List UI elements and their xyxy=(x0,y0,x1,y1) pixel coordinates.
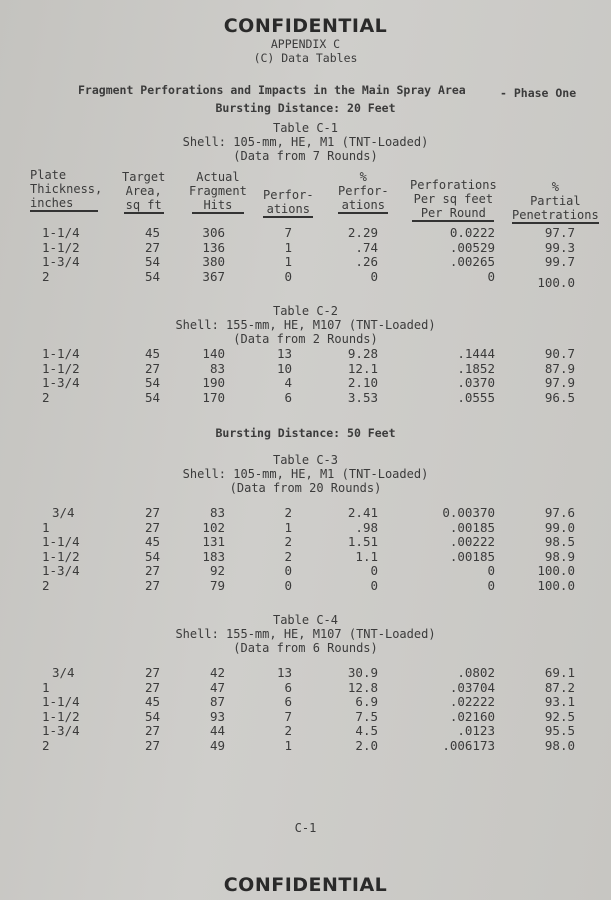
table-cell: 1-3/4 xyxy=(42,563,80,578)
table-cell: 79 xyxy=(209,577,225,593)
table-row xyxy=(0,564,611,578)
table-note: (Data from 6 Rounds) xyxy=(233,641,378,655)
table-cell: 54 xyxy=(144,708,160,724)
table-cell: 1-1/2 xyxy=(42,548,80,564)
table-cell: .98 xyxy=(355,519,378,535)
table-cell: .74 xyxy=(355,239,378,255)
table-cell: 190 xyxy=(202,375,225,390)
table-cell: 27 xyxy=(144,665,160,680)
table-cell: 54 xyxy=(144,548,160,564)
table-row xyxy=(0,391,611,405)
table-cell: 99.7 xyxy=(544,254,575,269)
table-cell: 0 xyxy=(487,563,495,578)
table-cell: .1852 xyxy=(457,360,495,376)
table-cell: 93 xyxy=(209,708,225,724)
column-header xyxy=(512,180,599,224)
table-cell: 100.0 xyxy=(537,577,575,593)
table-cell: 0 xyxy=(370,577,378,593)
column-header-line: % xyxy=(359,170,367,184)
table-cell: 1.1 xyxy=(355,548,378,564)
table-cell: 1-1/2 xyxy=(42,708,80,724)
bursting-distance-20: Bursting Distance: 20 Feet xyxy=(215,101,396,115)
table-cell: 87.9 xyxy=(544,360,575,376)
table-cell: 99.0 xyxy=(544,519,575,535)
table-cell: 2 xyxy=(42,389,50,405)
column-header-line: Perfor- xyxy=(263,188,314,202)
table-row xyxy=(0,255,611,269)
table-cell: 45 xyxy=(144,346,160,361)
table-cell: .0555 xyxy=(457,389,495,405)
table-cell: 87.2 xyxy=(544,679,575,695)
table-cell: 27 xyxy=(144,723,160,738)
table-cell: 4.5 xyxy=(355,723,378,738)
table-note: (Data from 2 Rounds) xyxy=(233,332,378,346)
table-cell: 93.1 xyxy=(544,694,575,709)
table-cell: 97.7 xyxy=(544,225,575,240)
table-cell: 0 xyxy=(284,577,292,593)
table-shell: Shell: 105-mm, HE, M1 (TNT-Loaded) xyxy=(182,135,429,149)
table-cell: 0 xyxy=(370,563,378,578)
table-cell: 27 xyxy=(144,360,160,376)
table-cell: 2 xyxy=(284,723,292,738)
table-cell: 44 xyxy=(209,723,225,738)
table-shell: Shell: 155-mm, HE, M107 (TNT-Loaded) xyxy=(175,627,436,641)
column-header-line: Perforations xyxy=(410,178,497,192)
table-cell: 27 xyxy=(144,577,160,593)
table-cell: 3/4 xyxy=(52,665,75,680)
column-header-line: Thickness, xyxy=(30,182,103,196)
table-cell: 4 xyxy=(284,375,292,390)
table-cell: 2.0 xyxy=(355,737,378,753)
section-label: (C) Data Tables xyxy=(253,51,358,65)
table-cell: 97.9 xyxy=(544,375,575,390)
table-cell: .00265 xyxy=(449,254,495,269)
classification-top: CONFIDENTIAL xyxy=(223,15,388,37)
table-cell: 380 xyxy=(202,254,225,269)
table-cell: 6 xyxy=(284,679,292,695)
table-cell: .00529 xyxy=(449,239,495,255)
table-cell: 1-3/4 xyxy=(42,375,80,390)
table-row xyxy=(0,666,611,680)
table-cell: 96.5 xyxy=(544,389,575,405)
table-cell: 27 xyxy=(144,737,160,753)
table-title: Table C-1 xyxy=(272,121,339,135)
table-cell: 1.51 xyxy=(347,534,378,549)
table-row xyxy=(0,268,611,290)
table-cell: 2 xyxy=(42,577,50,593)
table-cell: .00185 xyxy=(449,548,495,564)
table-cell: 6 xyxy=(284,694,292,709)
column-header-line: % xyxy=(551,180,559,194)
table-cell: 54 xyxy=(144,268,160,284)
table-cell: 1-3/4 xyxy=(42,723,80,738)
table-cell: 54 xyxy=(144,375,160,390)
table-cell: 102 xyxy=(202,519,225,535)
table-cell: .006173 xyxy=(442,737,495,753)
table-cell: 10 xyxy=(276,360,292,376)
table-cell: 54 xyxy=(144,389,160,405)
table-cell: 69.1 xyxy=(544,665,575,680)
column-header-line: Penetrations xyxy=(512,208,599,222)
column-header-line: Partial xyxy=(530,194,581,208)
table-row xyxy=(0,362,611,376)
table-cell: 1 xyxy=(42,679,50,695)
table-cell: 1 xyxy=(284,254,292,269)
table-cell: 49 xyxy=(209,737,225,753)
table-cell: 7.5 xyxy=(355,708,378,724)
table-row xyxy=(0,550,611,564)
table-cell: 1 xyxy=(284,737,292,753)
table-cell: 45 xyxy=(144,534,160,549)
table-cell: .0370 xyxy=(457,375,495,390)
document-title: Fragment Perforations and Impacts in the Main Spray Area xyxy=(78,83,466,97)
table-cell: 6 xyxy=(284,389,292,405)
table-cell: 1-1/2 xyxy=(42,360,80,376)
table-cell: 2 xyxy=(42,268,50,284)
column-header-line: inches xyxy=(30,196,98,212)
table-cell: .03704 xyxy=(449,679,495,695)
table-row xyxy=(0,521,611,535)
column-header-line: Hits xyxy=(192,198,244,214)
table-cell: 7 xyxy=(284,708,292,724)
column-header-line: ations xyxy=(338,198,388,214)
table-cell: 2.41 xyxy=(347,505,378,520)
table-cell: 170 xyxy=(202,389,225,405)
table-cell: 95.5 xyxy=(544,723,575,738)
column-header-line: sq ft xyxy=(125,198,162,212)
phase-label: - Phase One xyxy=(500,86,577,100)
table-cell: 83 xyxy=(209,505,225,520)
table-cell: 2 xyxy=(284,505,292,520)
table-cell: 27 xyxy=(144,519,160,535)
table-cell: 0.0222 xyxy=(449,225,495,240)
table-cell: 45 xyxy=(144,694,160,709)
table-cell: 27 xyxy=(144,239,160,255)
column-header-line: Perfor- xyxy=(338,184,389,198)
table-cell: 2.10 xyxy=(347,375,378,390)
table-cell: 97.6 xyxy=(544,505,575,520)
table-cell: .00222 xyxy=(449,534,495,549)
table-row xyxy=(0,710,611,724)
column-header-line: ations xyxy=(263,202,313,218)
table-row xyxy=(0,226,611,240)
table-cell: .0802 xyxy=(457,665,495,680)
table-cell: 1 xyxy=(42,519,50,535)
table-row xyxy=(0,681,611,695)
table-cell: 98.9 xyxy=(544,548,575,564)
table-row xyxy=(0,739,611,753)
appendix-label: APPENDIX C xyxy=(270,37,341,51)
table-cell: 1-1/4 xyxy=(42,225,80,240)
table-cell: 1-1/4 xyxy=(42,346,80,361)
table-title: Table C-3 xyxy=(272,453,339,467)
table-title: Table C-4 xyxy=(272,613,339,627)
table-cell: 54 xyxy=(144,254,160,269)
table-row xyxy=(0,579,611,593)
table-note: (Data from 20 Rounds) xyxy=(229,481,382,495)
table-cell: 2 xyxy=(284,548,292,564)
table-cell: .0123 xyxy=(457,723,495,738)
column-header-line: Area, xyxy=(125,184,162,198)
table-cell: 306 xyxy=(202,225,225,240)
column-header-line: Actual xyxy=(196,170,240,184)
table-cell: 42 xyxy=(209,665,225,680)
table-cell: 30.9 xyxy=(347,665,378,680)
table-cell: 13 xyxy=(276,665,292,680)
column-header-line: Per sq feet xyxy=(413,192,494,206)
table-cell: 100.0 xyxy=(537,563,575,578)
table-cell: 98.5 xyxy=(544,534,575,549)
table-cell: 47 xyxy=(209,679,225,695)
table-cell: 27 xyxy=(144,679,160,695)
classification-bottom: CONFIDENTIAL xyxy=(223,874,388,896)
table-shell: Shell: 155-mm, HE, M107 (TNT-Loaded) xyxy=(175,318,436,332)
table-cell: 0 xyxy=(487,577,495,593)
table-cell: 90.7 xyxy=(544,346,575,361)
table-title: Table C-2 xyxy=(272,304,339,318)
table-cell: 100.0 xyxy=(537,274,575,290)
column-header xyxy=(410,178,497,222)
table-cell: 83 xyxy=(209,360,225,376)
table-cell: 12.8 xyxy=(347,679,378,695)
table-cell: .00185 xyxy=(449,519,495,535)
table-cell: 45 xyxy=(144,225,160,240)
table-cell: 6.9 xyxy=(355,694,378,709)
table-cell: 92.5 xyxy=(544,708,575,724)
table-row xyxy=(0,376,611,390)
column-header xyxy=(189,170,247,214)
table-cell: 13 xyxy=(276,346,292,361)
table-cell: 27 xyxy=(144,563,160,578)
column-header xyxy=(338,170,389,214)
table-note: (Data from 7 Rounds) xyxy=(233,149,378,163)
table-cell: 1-1/4 xyxy=(42,534,80,549)
column-header xyxy=(122,170,165,214)
table-cell: .02222 xyxy=(449,694,495,709)
table-cell: 131 xyxy=(202,534,225,549)
table-cell: .1444 xyxy=(457,346,495,361)
table-cell: 1-3/4 xyxy=(42,254,80,269)
table-cell: 0 xyxy=(370,268,378,284)
table-cell: 0 xyxy=(284,563,292,578)
column-header-line: Fragment xyxy=(189,184,247,198)
bursting-distance-50: Bursting Distance: 50 Feet xyxy=(215,426,396,440)
table-cell: 9.28 xyxy=(347,346,378,361)
table-row xyxy=(0,241,611,255)
table-cell: 3.53 xyxy=(347,389,378,405)
table-cell: 12.1 xyxy=(347,360,378,376)
table-cell: 27 xyxy=(144,505,160,520)
page-number: C-1 xyxy=(294,821,317,835)
table-row xyxy=(0,347,611,361)
table-cell: 2 xyxy=(42,737,50,753)
table-cell: 0.00370 xyxy=(442,505,495,520)
table-cell: 98.0 xyxy=(544,737,575,753)
column-header-line: Target xyxy=(122,170,166,184)
column-header-line: Plate xyxy=(30,168,67,182)
table-cell: 2.29 xyxy=(347,225,378,240)
table-cell: 87 xyxy=(209,694,225,709)
table-cell: 1 xyxy=(284,239,292,255)
column-header-line: Per Round xyxy=(412,206,494,222)
table-row xyxy=(0,695,611,709)
table-cell: 7 xyxy=(284,225,292,240)
table-cell: 0 xyxy=(487,268,495,284)
table-cell: 136 xyxy=(202,239,225,255)
table-cell: 140 xyxy=(202,346,225,361)
column-header xyxy=(263,188,314,218)
table-cell: 92 xyxy=(209,563,225,578)
table-cell: 99.3 xyxy=(544,239,575,255)
table-row xyxy=(0,724,611,738)
table-cell: 367 xyxy=(202,268,225,284)
column-header xyxy=(30,168,102,212)
table-cell: .02160 xyxy=(449,708,495,724)
table-cell: .26 xyxy=(355,254,378,269)
table-cell: 0 xyxy=(284,268,292,284)
table-shell: Shell: 105-mm, HE, M1 (TNT-Loaded) xyxy=(182,467,429,481)
table-cell: 2 xyxy=(284,534,292,549)
table-cell: 1-1/4 xyxy=(42,694,80,709)
table-cell: 3/4 xyxy=(52,505,75,520)
table-cell: 183 xyxy=(202,548,225,564)
table-row xyxy=(0,506,611,520)
table-cell: 1 xyxy=(284,519,292,535)
table-row xyxy=(0,535,611,549)
table-cell: 1-1/2 xyxy=(42,239,80,255)
